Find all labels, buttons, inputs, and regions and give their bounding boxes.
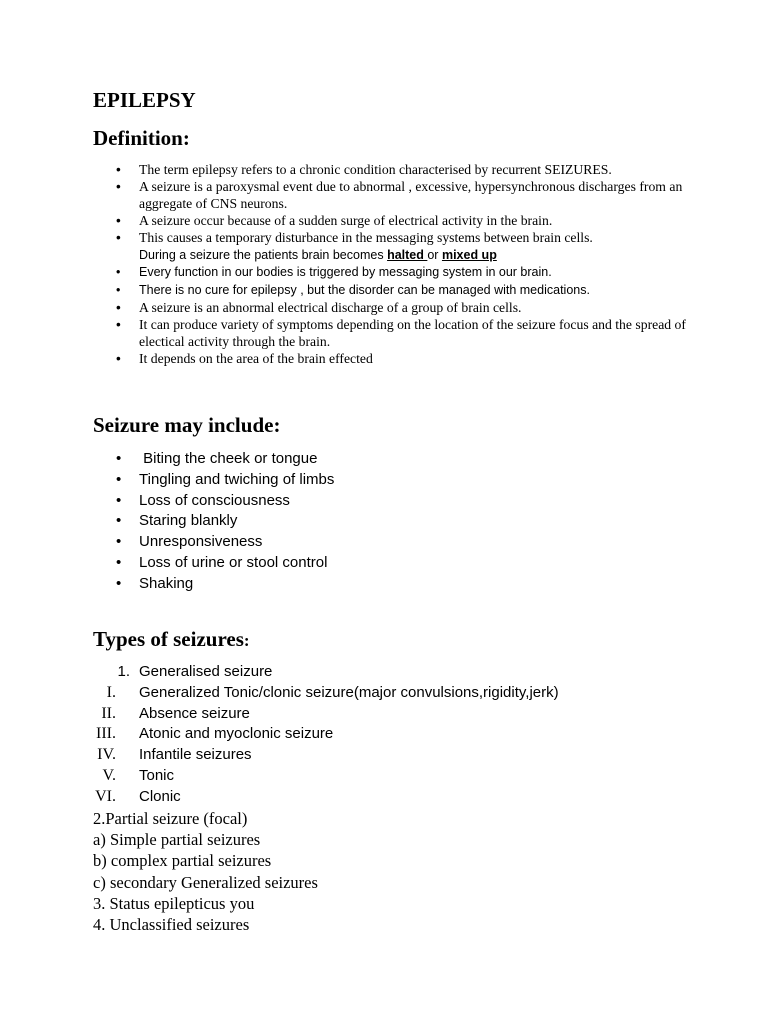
bullet-icon: • (116, 265, 121, 279)
list-marker: V. (102, 766, 116, 784)
bullet-icon: • (116, 491, 122, 509)
definition-heading: Definition: (93, 126, 190, 150)
types-list (0, 662, 768, 808)
list-marker: II. (101, 704, 116, 722)
list-item: II. Absence seizure (0, 704, 768, 725)
bullet-icon: • (116, 450, 122, 467)
bullet-icon: • (116, 533, 122, 551)
bullet-icon: • (116, 230, 121, 245)
list-marker: I. (106, 683, 116, 701)
list-item: 2.Partial seizure (focal) (93, 809, 248, 828)
list-item: V. Tonic (0, 766, 768, 787)
bullet-icon: • (116, 282, 121, 297)
bullet-icon: • (116, 213, 121, 228)
list-item: b) complex partial seizures (93, 851, 272, 871)
bullet-icon: • (116, 300, 121, 315)
symptoms-list (0, 449, 768, 595)
list-item: • Unresponsiveness (0, 532, 768, 553)
seizure-include-heading: Seizure may include: (93, 413, 281, 437)
other-types-list (93, 808, 693, 935)
list-item: • A seizure is a paroxysmal event due to abnormal , excessive, hypersynchronous discharges from an aggregate of CNS neurons. (116, 179, 683, 211)
list-item: • Loss of urine or stool control (0, 553, 768, 574)
list-item: IV. Infantile seizures (0, 745, 768, 766)
list-item: • Loss of consciousness (0, 491, 768, 512)
list-item: • A seizure occur because of a sudden surge of electrical activity in the brain. (116, 213, 553, 228)
emphasis-mixed-up: mixed up (441, 248, 497, 262)
bullet-icon: • (116, 162, 121, 177)
list-marker: III. (96, 725, 116, 743)
list-marker: VI. (95, 787, 116, 805)
list-item: a) Simple partial seizures (93, 830, 261, 850)
bullet-icon: • (116, 574, 122, 592)
list-item: III. Atonic and myoclonic seizure (0, 724, 768, 745)
document-title: EPILEPSY (93, 88, 196, 112)
list-item: c) secondary Generalized seizures (93, 872, 318, 892)
emphasis-halted: halted (387, 248, 428, 262)
bullet-icon: • (116, 553, 122, 571)
list-item: • The term epilepsy refers to a chronic condition characterised by recurrent SEIZURES. (116, 162, 612, 177)
bullet-icon: • (116, 470, 122, 488)
list-item: 1. Generalised seizure (0, 662, 768, 683)
bullet-icon: • (116, 179, 121, 194)
list-item: VI. Clonic (0, 787, 768, 808)
bullet-icon: • (116, 351, 121, 366)
list-item: • It can produce variety of symptoms depending on the location of the seizure focus and the spread of electical activity through the brain. (116, 317, 686, 349)
list-item: • Tingling and twiching of limbs (0, 470, 768, 491)
bullet-icon: • (116, 317, 121, 332)
definition-list (0, 161, 768, 367)
list-item: 4. Unclassified seizures (93, 915, 250, 935)
list-item: • A seizure is an abnormal electrical discharge of a group of brain cells. (116, 300, 522, 315)
bullet-icon: • (116, 512, 122, 530)
types-heading: Types of seizures: (93, 627, 250, 651)
list-item: 3. Status epilepticus you (93, 893, 255, 913)
list-item: I. Generalized Tonic/clonic seizure(major convulsions,rigidity,jerk) (0, 683, 768, 704)
list-item: • Shaking (0, 574, 768, 595)
list-marker: 1. (117, 663, 130, 680)
list-item: • This causes a temporary disturbance in the messaging systems between brain cells. During a seizure the patients brain becomes halted or mixed up (116, 230, 593, 262)
list-item: • Every function in our bodies is triggered by messaging system in our brain. (0, 264, 699, 282)
list-item: • It depends on the area of the brain effected (116, 351, 373, 366)
list-marker: IV. (97, 746, 116, 764)
list-item: • Biting the cheek or tongue (0, 449, 768, 470)
list-item: • Staring blankly (0, 511, 768, 532)
list-item: • There is no cure for epilepsy , but the disorder can be managed with medications. (0, 282, 699, 300)
